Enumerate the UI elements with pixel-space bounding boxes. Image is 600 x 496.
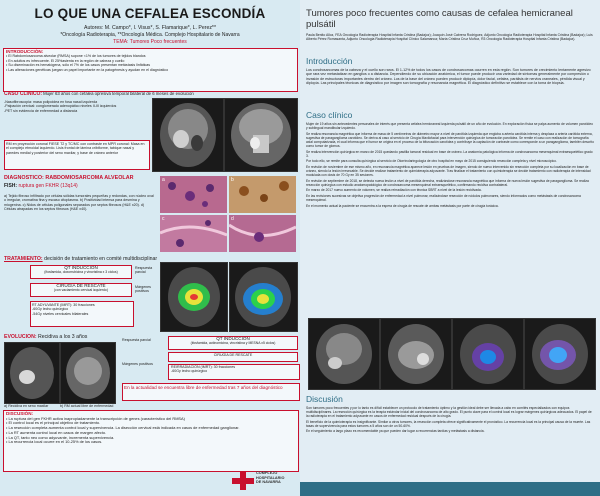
hospital-logo [232,470,298,492]
right-case-text: Mujer de 19 años sin antecedentes personales de interés que presenta cefalea hemicraneal izquierda pulsátil de un año de evolución. En exploración física se palpa aumento de volumen parotídeo y sublingual mandibular izquierdo. Se realiza resonancia magnética que informa de masa de 5 centímetros de diámetro mayor a nivel de parótida izquierda que engloba a arteria carótida interna y desplaza a arteria carótida externa, sugestiva de paraganglioma carotídeo. Se deriva al caso al servicio de Cirugía Maxilofacial para intervención quirúrgica de tumoración parotídea. Se remite el caso con realización de tomografía axial computarizada, el cual informa que el tumor se origina en el proceso de la bifurcación carotídea y contribuye la captación de contraste como corresponde a un paraganglioma, también descrito como tumor de glomus. Se realiza intervención quirúrgica en marzo de 2015 quedando pastilla tumoral residual en base de cráneo. La anatomía patológica informa de condrosarcoma mesenquimal extraesquelético grado 3. Por todo ello, se remite para consulta quirúrgica al servicio de Otorrinolaringología de otro hospital en mayo de 2015 consiguiendo resección completa y nivel microscópico. En revisión de noviembre de ese mismo año, en resonancia magnética aparece lesión en pruebas de imagen, siendo de nuevo intervenido sin resección completa por su localización en base de cráneo, siendo la lesión irresecable. Se decide realizar tratamiento de quimioterapia adyuvante. Tras finalizar el tratamiento con quimioterapia se decide tratamiento con radioterapia de intensidad modulada con dosis de 70 Gy en 35 sesiones. En revisión de septiembre de 2018, se detecta nueva lesión a nivel de parótida derecha, realizándose resonancia magnética que informa de nueva lesión sugestiva de paraganglioma. Se realiza resección quirúrgica con estudio anatomopatológico de condrosarcoma mesenquimal extraesquelético, confirmando recidiva contralateral. En marzo de 2017 nuevo aumento de volumen, se realiza reirradiación con técnica SBRT a nivel de la lesión recidivada. En las revisiones sucesivas se objetiva progresión de enfermedad a nivel pulmonar, realizándose resección de nódulos pulmonares, siendo informados como metástasis de condrosarcoma mesenquimal. En el momento actual la paciente se encuentra a la espera de cirugía de rescate de ambas metástasis por parte de cirugía torácica. [306,122,594,208]
right-intro-text: Los condrosarcomas de la cabeza y el cuello son raros. El 1-12% de todos los casos de condrosarcomas ocurren en esta región. Son tumores de crecimiento lentamente agresivo que rara vez metastatizan en ganglios o a distancia. Dependiendo de su ubicación anatómica, el tumor puede producir una variedad de síntomas generalmente por compresión o invasión de estructuras importantes dentro del cráneo. Los de la base del cráneo pueden producir diplopía, dolor facial, cefalea, parálisis de nervios craneales, pérdida visual y diplopía. Las principales técnicas de diagnóstico por imagen son tomografía y resonancia magnética. El diagnóstico definitivo se establece con la toma de biopsia. [306,68,591,86]
ct-coronal-image [224,98,298,172]
left-intro-item: • El Rabdomiosarcoma alveolar (RMSA) supone <1% de los tumores de tejidos blandos [6,54,146,59]
left-disc-item: • La resección completa aumenta control local y supervivencia. La disección cervical está indicada en casos de enfermedad ganglionar. [6,425,240,431]
flow-mr1: Márgenes positivos [135,285,151,294]
right-poster [300,0,600,496]
left-case-summary: Mujer 63 años con cefalea opresiva temporal bilateral de 6 meses de evolución [43,92,194,96]
left-disc-item: • La recurrencia local ocurre en el 10-25% de los casos. [6,439,103,445]
histology-image-d [229,215,296,252]
left-intro-item: • Las alteraciones genéticas juegan un papel importante en la patogénesis y ayudan en el diagnóstico [6,67,169,72]
right-poster-title: Tumores poco frecuentes como causas de cefalea hemicraneal pulsátil [306,8,573,30]
left-disc-item: • La ruptura del gen FKHR activa inapropiadamente la transcripción de genes (característico del RMSA) [6,415,185,421]
histology-caption: c [162,216,165,222]
left-intro-box [3,48,298,92]
right-intro-heading: Introducción [306,56,353,66]
histology-caption: a [162,177,165,183]
left-case-item: -Nasofibroscopia: masa polipoidea en fosa nasal izquierda [4,100,98,104]
histology-caption: b [231,177,234,183]
left-treatment-label: decisión de tratamiento en comité multidisciplinar [44,256,158,262]
left-intro-heading: INTRODUCCIÓN: [6,49,44,54]
left-theme: TEMA: Tumores Poco frecuentes [113,39,187,45]
dose-plan-image-1 [160,262,228,332]
left-disc-item: • La QT, tanto neo como adyuvante, incrementa supervivencia. [6,434,115,440]
flow-resp1: Respuesta parcial [135,266,153,275]
dose-plan-image-2 [229,262,298,332]
flow-rt: RT ADYUVANTE (IMRT): 30 fracciones -60Gy lecho quirúrgico -54Gy niveles cervicales bilaterales [30,301,134,327]
flow-qt1: QT INDUCCIÓN (ifosfamida, doxorrubicina y vincristina x 3 ciclos) [30,265,132,279]
flow-surgery1: CIRUGÍA DE RESCATE (con vaciamiento cervical izquierdo) [30,283,132,297]
left-rm-note: RM en proyección coronal FIESE T2 y TC/MC con contraste en MPR coronal: Masa en el complejo etmoidal izquierdo. Lisis frontal de lámina cribiforme, tabique nasal y paredes medial y posterior del seno maxilar, y base de cráneo anterior [4,140,150,170]
histology-image-b [229,176,296,213]
right-ct-image-1 [308,318,380,390]
left-diagnosis [4,175,154,189]
right-case-heading: Caso clínico [306,110,353,120]
left-treatment-heading: TRATAMIENTO: [4,256,43,262]
flow-current-status: En la actualidad se encuentra libre de enfermedad tras 7 años del diagnóstico [122,383,300,401]
left-evo-label: Recidiva a los 3 años [38,334,88,340]
left-affiliations: *Oncología Radioterapia, **Oncología Médica. Complejo Hospitalario de Navarra [60,32,240,38]
histology-grid [160,176,296,252]
left-diag-heading: DIAGNÓSTICO: [4,175,44,181]
left-intro-item: • En adultos es infrecuente. El 25%asienta en la región de cabeza y cuello [6,58,125,63]
histology-image-c [160,215,227,252]
right-footer-bar [300,482,600,496]
left-intro-item: • Su diseminación es hematógena, sólo el 7% de los casos presentan metástasis linfáticas [6,63,151,68]
left-discussion-box [3,410,299,472]
flow-mr2: Márgenes positivos [122,362,153,366]
right-ct-image-2 [380,318,452,390]
navarra-cross-icon [232,472,254,490]
left-case-header [4,92,294,96]
mri-caption: a) Recidiva en seno maxilar [4,404,49,408]
left-fish-label: FISH: [4,182,18,189]
left-case-item: -Palpación cervical: conglomerado adenopático niveles II-III izquierdos [4,104,117,109]
mri-current-image [60,342,116,404]
histology-caption: d [231,216,234,222]
left-disc-heading: DISCUSIÓN: [6,411,34,416]
right-disc-heading: Discusión [306,394,343,404]
left-authors: Autores: M. Campo*, I. Visus*, S. Flamarique*, L. Perez** [84,25,216,31]
histology-image-a [160,176,227,213]
left-disc-item: • El control local es el principal objetivo de tratamiento. [6,420,101,426]
left-disc-item: • La RT aumenta control local en casos de margen afecto. [6,429,107,435]
left-poster-title: LO QUE UNA CEFALEA ESCONDÍA [34,6,266,21]
flow-resp2: Respuesta parcial [122,338,151,342]
left-case-heading: CASO CLÍNICO: [4,92,43,97]
hospital-name: COMPLEJO HOSPITALARIO DE NAVARRA [256,471,285,485]
flow-qt2: QT INDUCCIÓN (ifosfamida, actinomicina, vincristina y MESNA x5 ciclos) [168,336,298,350]
left-evo-heading: EVOLUCIÓN: [4,334,37,340]
left-histology-text: a) Tejido fibroso infiltrado por células sólidas tumorales pequeñas y redondas, con núcleo oval o irregular, cromatina fina y escaso citoplasma. b) Positividad intensa para desmina y miogenina. c) Nidos de células poligonales separados por septos fibrosos (H&E x20). d) Células atrapadas en los septos fibrosos (H&E x40). [4,194,154,212]
mri-coronal-image [152,98,224,172]
left-fish-value: ruptura gen FKHR (13q14) [18,182,78,189]
left-diag-result: RABDOMIOSARCOMA ALVEOLAR [45,175,134,181]
mri-recurrence-image [4,342,60,404]
right-disc-text: Son tumores poco frecuentes y por lo tanto es difícil establecer un protocolo de tratamiento óptimo y la gestión ideal debe ser llevada a cabo en comités especializados con equipos multidisciplinares. La resección quirúrgica es la terapia estándar inicial del condrosarcoma de alto grado. El punto clave para el control local es lograr márgenes quirúrgicos adecuados. El papel de la radioterapia en el tratamiento adyuvante en casos de enfermedad residual después de la cirugía. El beneficio de la quimioterapia es insignificante. Similar a otros tumores, la resección completa ofrece significativamente el pronóstico. La recurrencia local es la principal causa de la muerte. Las tasas de supervivencia para estos tumores a 5 años son de un 50-60%. En el seguimiento a largo plazo es recomendable ya que pueden dar lugar a recurrencias tardías y metástasis a distancia. [306,406,592,434]
mri-caption: b) RM actual libre de enfermedad [60,404,114,408]
right-authors: Paula Benito Alloz, FEA Oncología Radioterapia Hospital Infanta Cristina (Badajoz); Joaquín José Cabrera Rodríguez, Adjunto Oncología Radioterapia Hospital Infanta Cristina (Badajoz); Luis Alberto Pérez Romasanta, Adjunto Oncología Radioterapia Hospital Clínico Salamanca; María Cristina Cruz Muñoz, R3 Oncología Radioterapia Hospital Infanta Cristina (Badajoz). [306,33,593,42]
flow-surgery2: CIRUGÍA DE RESCATE [168,352,298,362]
flow-reirradiation: REIRRADIACIÓN (IMRT): 30 fracciones -60Gy lecho quirúrgico [168,364,300,380]
left-case-list [4,100,148,113]
left-case-item: -PET sin evidencia de enfermedad a distancia [4,108,78,113]
right-dose-image-2 [524,318,596,390]
right-dose-image-1 [452,318,524,390]
